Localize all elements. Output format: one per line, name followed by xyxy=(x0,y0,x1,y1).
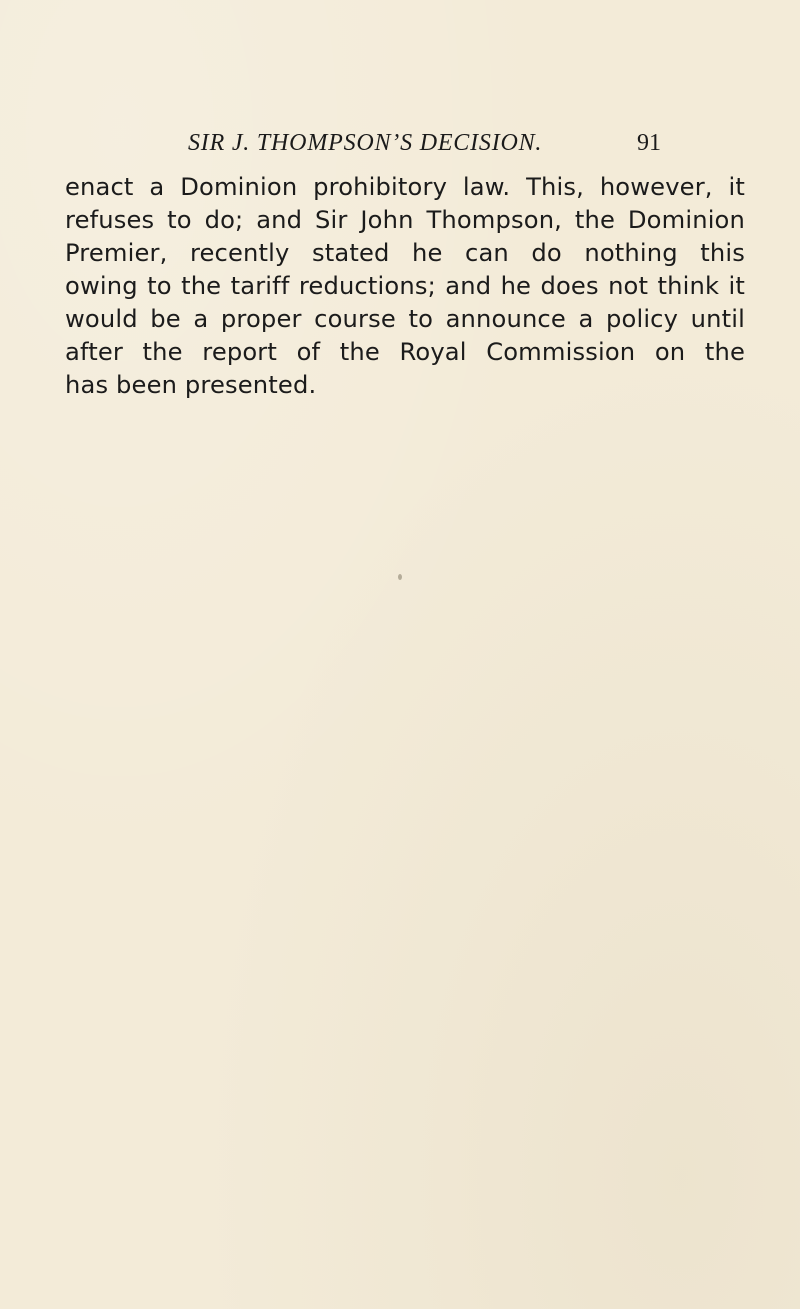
running-head xyxy=(0,130,800,170)
text-line: after the report of the Royal Commission on the xyxy=(65,338,745,366)
page-number: 91 xyxy=(637,130,661,156)
text-line: Premier, recently stated he can do nothing this xyxy=(65,239,745,267)
body-paragraph xyxy=(65,171,745,402)
text-line: owing to the tariff reductions; and he does not think it xyxy=(65,272,745,300)
text-line: enact a Dominion prohibitory law. This, however, it xyxy=(65,173,745,201)
paper-speck xyxy=(398,574,402,580)
text-line: would be a proper course to announce a policy until xyxy=(65,305,745,333)
text-line: has been presented. xyxy=(65,371,317,399)
text-line: refuses to do; and Sir John Thompson, the Dominion xyxy=(65,206,745,234)
running-title: SIR J. THOMPSON’S DECISION. xyxy=(188,130,543,156)
